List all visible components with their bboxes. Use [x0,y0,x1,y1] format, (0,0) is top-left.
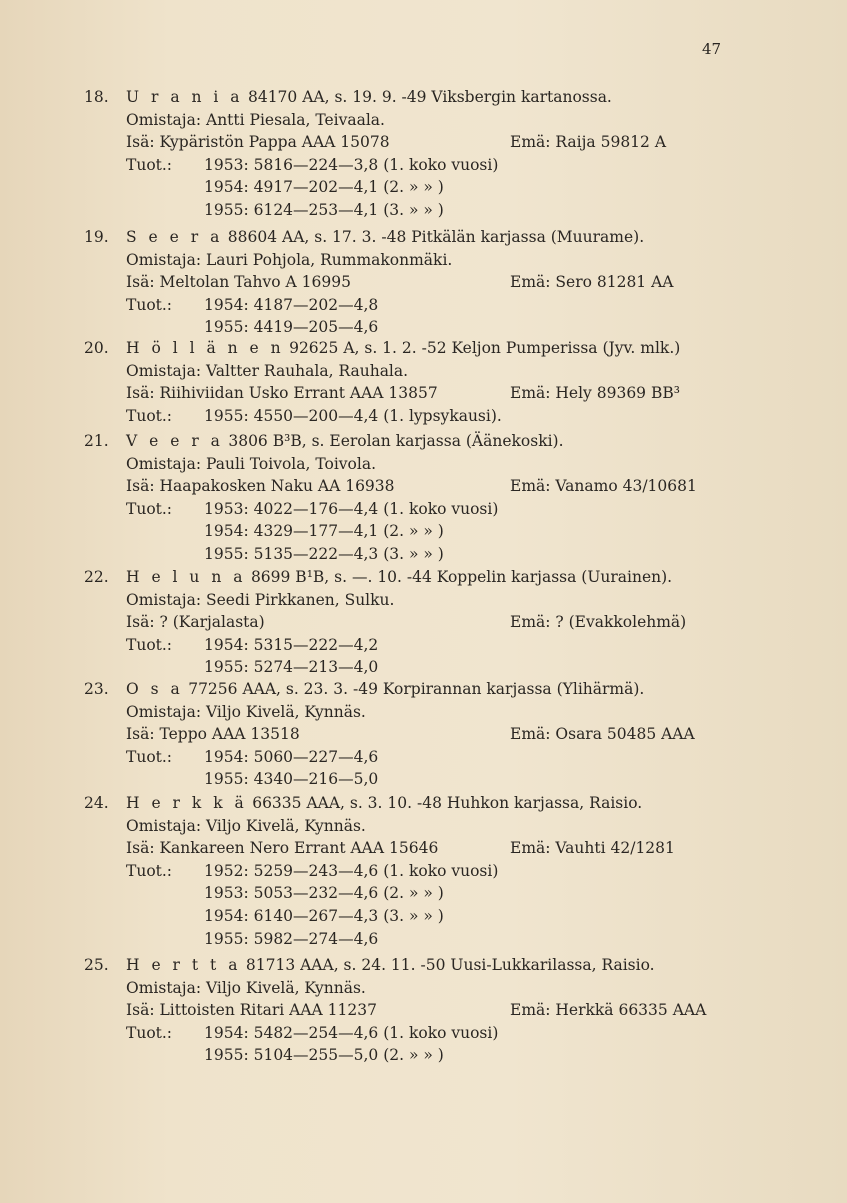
yield-row: 1954: 4187—202—4,8 [204,295,379,314]
entry-number: 18. [84,88,109,106]
sire: Isä: Riihiviidan Usko Errant AAA 13857 [126,384,438,403]
entry-number: 23. [84,680,109,698]
entry-number: 25. [84,956,109,974]
cow-entry-25 [84,954,744,1067]
owner-name: Seedi Pirkkanen, Sulku. [206,590,395,609]
owner-name: Lauri Pohjola, Rummakonmäki. [206,250,453,269]
dam: Emä: ? (Evakkolehmä) [510,613,687,632]
yield-row: 1954: 6140—267—4,3 (3. » » ) [204,906,444,925]
yield-label: Tuot.: [126,747,173,766]
dam: Emä: Hely 89369 BB³ [510,384,680,403]
sire: Isä: Kankareen Nero Errant AAA 15646 [126,839,439,858]
yield-row: 1955: 5135—222—4,3 (3. » » ) [204,544,444,563]
owner-label: Omistaja: [126,110,202,129]
cow-name: H e r k k ä [126,794,248,812]
cow-entry-20 [84,337,744,427]
yield-row: 1955: 5104—255—5,0 (2. » » ) [204,1046,444,1065]
dam: Emä: Sero 81281 AA [510,273,674,292]
yield-label: Tuot.: [126,861,173,880]
yield-label: Tuot.: [126,155,173,174]
dam: Emä: Osara 50485 AAA [510,725,695,744]
yield-row: 1953: 5816—224—3,8 (1. koko vuosi) [204,155,499,174]
dam: Emä: Raija 59812 A [510,133,667,152]
cow-name: S e e r a [126,228,223,246]
yield-row: 1954: 4329—177—4,1 (2. » » ) [204,522,444,541]
yield-row: 1955: 6124—253—4,1 (3. » » ) [204,200,444,219]
owner-label: Omistaja: [126,361,202,380]
cow-details: 92625 A, s. 1. 2. -52 Keljon Pumperissa (Jyv. mlk.) [289,339,681,357]
cow-name: H ö l l ä n e n [126,339,285,357]
entry-number: 20. [84,339,109,357]
yield-row: 1955: 4419—205—4,6 [204,318,379,337]
yield-row: 1953: 4022—176—4,4 (1. koko vuosi) [204,499,499,518]
sire: Isä: Littoisten Ritari AAA 11237 [126,1001,377,1020]
owner-label: Omistaja: [126,702,202,721]
yield-row: 1954: 4917—202—4,1 (2. » » ) [204,178,444,197]
cow-name: H e l u n a [126,568,246,586]
cow-name: V e e r a [126,432,224,450]
cow-details: 81713 AAA, s. 24. 11. -50 Uusi-Lukkarilassa, Raisio. [245,956,655,974]
owner-label: Omistaja: [126,590,202,609]
yield-row: 1953: 5053—232—4,6 (2. » » ) [204,884,444,903]
cow-details: 77256 AAA, s. 23. 3. -49 Korpirannan karjassa (Ylihärmä). [188,680,645,698]
cow-entry-19 [84,226,744,339]
yield-label: Tuot.: [126,1023,173,1042]
sire: Isä: Haapakosken Naku AA 16938 [126,477,395,496]
cow-entry-23 [84,678,744,791]
page-number: 47 [702,40,722,58]
cow-entry-22 [84,566,744,679]
cow-entry-24 [84,792,744,950]
cow-name: U r a n i a [126,88,244,106]
sire: Isä: ? (Karjalasta) [126,613,265,632]
yield-row: 1955: 4550—200—4,4 (1. lypsykausi). [204,406,502,425]
owner-name: Viljo Kivelä, Kynnäs. [206,816,366,835]
cow-details: 84170 AA, s. 19. 9. -49 Viksbergin kartanossa. [247,88,612,106]
dam: Emä: Vauhti 42/1281 [510,839,675,858]
owner-name: Valtter Rauhala, Rauhala. [206,361,409,380]
cow-name: H e r t t a [126,956,241,974]
dam: Emä: Vanamo 43/10681 [510,477,697,496]
cow-name: O s a [126,680,184,698]
owner-label: Omistaja: [126,454,202,473]
yield-label: Tuot.: [126,635,173,654]
entry-number: 24. [84,794,109,812]
owner-name: Viljo Kivelä, Kynnäs. [206,978,366,997]
owner-label: Omistaja: [126,978,202,997]
sire: Isä: Meltolan Tahvo A 16995 [126,273,351,292]
owner-name: Antti Piesala, Teivaala. [206,110,385,129]
entry-number: 19. [84,228,109,246]
yield-row: 1954: 5315—222—4,2 [204,635,379,654]
yield-row: 1952: 5259—243—4,6 (1. koko vuosi) [204,861,499,880]
entry-number: 22. [84,568,109,586]
yield-label: Tuot.: [126,295,173,314]
dam: Emä: Herkkä 66335 AAA [510,1001,707,1020]
cow-entry-18 [84,86,744,222]
yield-label: Tuot.: [126,499,173,518]
sire: Isä: Teppo AAA 13518 [126,725,300,744]
yield-row: 1954: 5482—254—4,6 (1. koko vuosi) [204,1023,499,1042]
sire: Isä: Kypäristön Pappa AAA 15078 [126,133,390,152]
yield-row: 1955: 4340—216—5,0 [204,770,379,789]
yield-row: 1955: 5274—213—4,0 [204,658,379,677]
entry-number: 21. [84,432,109,450]
owner-name: Pauli Toivola, Toivola. [206,454,377,473]
yield-label: Tuot.: [126,406,173,425]
yield-row: 1955: 5982—274—4,6 [204,929,379,948]
cow-details: 8699 B¹B, s. —. 10. -44 Koppelin karjassa (Uurainen). [250,568,673,586]
owner-label: Omistaja: [126,250,202,269]
cow-entry-21 [84,430,744,566]
owner-label: Omistaja: [126,816,202,835]
owner-name: Viljo Kivelä, Kynnäs. [206,702,366,721]
cow-details: 88604 AA, s. 17. 3. -48 Pitkälän karjassa (Muurame). [227,228,645,246]
yield-row: 1954: 5060—227—4,6 [204,747,379,766]
cow-details: 3806 B³B, s. Eerolan karjassa (Äänekoski). [228,432,564,450]
cow-details: 66335 AAA, s. 3. 10. -48 Huhkon karjassa, Raisio. [252,794,643,812]
